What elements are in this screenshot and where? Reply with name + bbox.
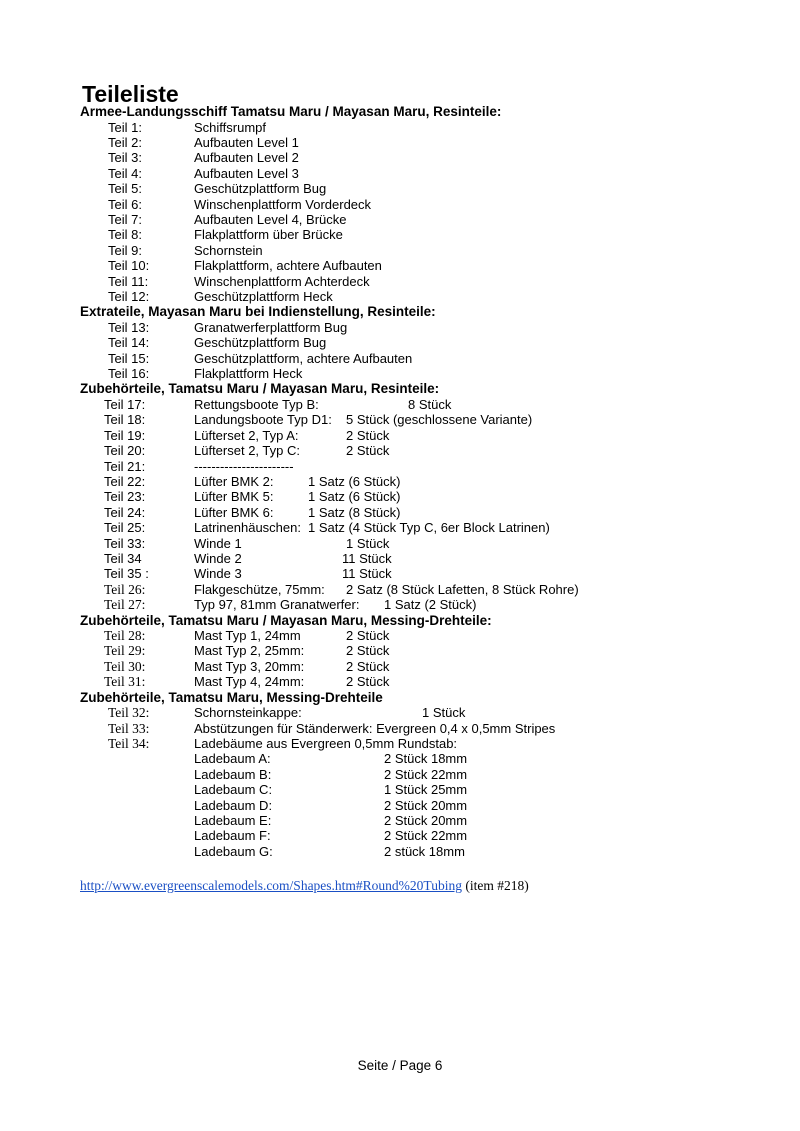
part-row — [80, 428, 780, 443]
part-name: Schornstein — [194, 242, 263, 258]
part-quantity: 2 Stück 22mm — [384, 766, 468, 782]
part-number: Teil 5: — [108, 181, 142, 197]
part-row — [80, 335, 780, 350]
part-name: Mast Typ 1, 24mm — [194, 628, 301, 644]
part-row — [80, 813, 780, 828]
part-row — [80, 351, 780, 366]
part-name: Lüfter BMK 2: — [194, 473, 274, 489]
part-number: Teil 6: — [108, 196, 142, 212]
part-number: Teil 23: — [104, 489, 146, 505]
part-name: Winde 3 — [194, 566, 242, 582]
part-name: Winde 1 — [194, 535, 242, 551]
part-row — [80, 597, 780, 612]
part-row — [80, 767, 780, 782]
page-title: Teileliste — [82, 81, 179, 107]
item-reference: (item #218) — [461, 878, 529, 893]
part-name: Ladebaum A: — [194, 751, 271, 767]
part-row — [80, 582, 780, 597]
part-name: Aufbauten Level 4, Brücke — [194, 211, 347, 227]
part-name: Abstützungen für Ständerwerk: Evergreen 0,4 x 0,5mm Stripes — [194, 720, 556, 736]
part-number: Teil 11: — [108, 273, 149, 289]
part-number: Teil 33: — [104, 535, 146, 551]
part-name: Geschützplattform Heck — [194, 288, 333, 304]
part-quantity: 1 Stück — [422, 705, 466, 721]
part-name: Ladebaum F: — [194, 828, 271, 844]
part-name: Granatwerferplattform Bug — [194, 319, 348, 335]
part-quantity: 2 Stück — [346, 427, 390, 443]
part-number: Teil 19: — [104, 427, 146, 443]
section-heading: Zubehörteile, Tamatsu Maru / Mayasan Maru, Resinteile: — [80, 381, 440, 397]
part-row — [80, 181, 780, 196]
part-number: Teil 27: — [104, 597, 146, 613]
part-name: Winde 2 — [194, 550, 242, 566]
part-name: Flakgeschütze, 75mm: — [194, 581, 325, 597]
part-number: Teil 1: — [108, 119, 142, 135]
part-row — [80, 551, 780, 566]
part-row — [80, 536, 780, 551]
part-name: Schiffsrumpf — [194, 119, 267, 135]
part-number: Teil 30: — [104, 658, 146, 674]
part-row — [80, 659, 780, 674]
part-name: Flakplattform Heck — [194, 366, 303, 382]
part-quantity: 11 Stück — [342, 566, 392, 582]
section-heading: Zubehörteile, Tamatsu Maru / Mayasan Maru, Messing-Drehteile: — [80, 612, 492, 628]
part-quantity: 1 Satz (6 Stück) — [308, 489, 401, 505]
part-number: Teil 28: — [104, 628, 146, 644]
part-quantity: 11 Stück — [342, 550, 392, 566]
part-name: Geschützplattform Bug — [194, 335, 327, 351]
part-row — [80, 258, 780, 273]
evergreen-link[interactable]: http://www.evergreenscalemodels.com/Shapes.htm#Round%20Tubing — [80, 878, 462, 893]
part-name: Aufbauten Level 2 — [194, 150, 299, 166]
part-row — [80, 798, 780, 813]
part-row — [80, 150, 780, 165]
part-row — [80, 736, 780, 751]
part-quantity: 5 Stück (geschlossene Variante) — [346, 412, 533, 428]
part-quantity: 1 Satz (2 Stück) — [384, 597, 477, 613]
part-row — [80, 520, 780, 535]
part-name: Aufbauten Level 3 — [194, 165, 299, 181]
part-number: Teil 26: — [104, 581, 146, 597]
part-row — [80, 166, 780, 181]
section-heading: Extrateile, Mayasan Maru bei Indienstellung, Resinteile: — [80, 304, 436, 320]
parts-section — [80, 104, 780, 304]
part-row — [80, 197, 780, 212]
part-number: Teil 33: — [108, 720, 150, 736]
part-number: Teil 3: — [108, 150, 142, 166]
section-heading: Zubehörteile, Tamatsu Maru, Messing-Drehteile — [80, 689, 383, 705]
part-row — [80, 489, 780, 504]
part-name: Schornsteinkappe: — [194, 705, 302, 721]
part-quantity: 2 Stück 22mm — [384, 828, 468, 844]
part-quantity: 2 Stück 20mm — [384, 812, 468, 828]
part-row — [80, 674, 780, 689]
part-row — [80, 366, 780, 381]
part-name: Aufbauten Level 1 — [194, 134, 299, 150]
part-name: Ladebaum C: — [194, 782, 273, 798]
part-number: Teil 2: — [108, 134, 142, 150]
part-number: Teil 31: — [104, 674, 146, 690]
part-row — [80, 566, 780, 581]
part-quantity: 1 Stück — [346, 535, 390, 551]
parts-section — [80, 304, 780, 381]
part-number: Teil 34 — [104, 550, 142, 566]
part-row — [80, 705, 780, 720]
part-quantity: 2 Satz (8 Stück Lafetten, 8 Stück Rohre) — [346, 581, 579, 597]
part-row — [80, 320, 780, 335]
part-name: Flakplattform, achtere Aufbauten — [194, 258, 382, 274]
part-row — [80, 459, 780, 474]
part-number: Teil 9: — [108, 242, 142, 258]
part-number: Teil 20: — [104, 443, 146, 459]
part-quantity: 1 Stück 25mm — [384, 782, 468, 798]
part-number: Teil 24: — [104, 504, 146, 520]
part-quantity: 2 Stück 20mm — [384, 797, 468, 813]
part-row — [80, 782, 780, 797]
part-number: Teil 7: — [108, 211, 142, 227]
reference-line — [80, 878, 529, 894]
page-number: Seite / Page 6 — [357, 1058, 443, 1073]
part-quantity: 1 Satz (6 Stück) — [308, 473, 401, 489]
part-quantity: 2 Stück — [346, 628, 390, 644]
part-row — [80, 751, 780, 766]
part-quantity: 2 Stück — [346, 674, 390, 690]
part-row — [80, 135, 780, 150]
part-number: Teil 12: — [108, 288, 150, 304]
part-row — [80, 120, 780, 135]
part-quantity: 2 stück 18mm — [384, 843, 465, 859]
part-name: Geschützplattform, achtere Aufbauten — [194, 350, 413, 366]
part-name: Rettungsboote Typ B: — [194, 397, 319, 413]
part-name: Landungsboote Typ D1: — [194, 412, 332, 428]
part-quantity: 1 Satz (4 Stück Typ C, 6er Block Latrinen) — [308, 520, 550, 536]
part-name: Ladebaum D: — [194, 797, 273, 813]
part-name: Ladebaum G: — [194, 843, 273, 859]
part-quantity: 2 Stück — [346, 443, 390, 459]
part-quantity: 2 Stück — [346, 658, 390, 674]
part-name: Mast Typ 3, 20mm: — [194, 658, 305, 674]
part-name: Lüfter BMK 6: — [194, 504, 274, 520]
part-quantity: 8 Stück — [408, 397, 452, 413]
part-name: Lüfterset 2, Typ A: — [194, 427, 299, 443]
part-number: Teil 35 : — [104, 566, 149, 582]
part-name: Winschenplattform Vorderdeck — [194, 196, 372, 212]
part-number: Teil 32: — [108, 705, 150, 721]
part-name: Lüfter BMK 5: — [194, 489, 274, 505]
part-name: Winschenplattform Achterdeck — [194, 273, 370, 289]
part-name: Mast Typ 2, 25mm: — [194, 643, 305, 659]
part-number: Teil 13: — [108, 319, 150, 335]
part-number: Teil 4: — [108, 165, 142, 181]
part-number: Teil 25: — [104, 520, 146, 536]
part-name: Lüfterset 2, Typ C: — [194, 443, 300, 459]
part-number: Teil 15: — [108, 350, 150, 366]
part-row — [80, 212, 780, 227]
part-number: Teil 34: — [108, 736, 150, 752]
parts-section — [80, 613, 780, 690]
part-row — [80, 721, 780, 736]
part-name: Mast Typ 4, 24mm: — [194, 674, 305, 690]
part-row — [80, 397, 780, 412]
part-name: Ladebaum B: — [194, 766, 272, 782]
part-row — [80, 412, 780, 427]
part-number: Teil 22: — [104, 473, 146, 489]
part-number: Teil 18: — [104, 412, 146, 428]
part-name: Flakplattform über Brücke — [194, 227, 343, 243]
part-row — [80, 505, 780, 520]
part-number: Teil 14: — [108, 335, 150, 351]
part-number: Teil 17: — [104, 397, 146, 413]
part-number: Teil 29: — [104, 643, 146, 659]
part-number: Teil 16: — [108, 366, 150, 382]
part-row — [80, 828, 780, 843]
part-row — [80, 474, 780, 489]
part-name: Latrinenhäuschen: — [194, 520, 301, 536]
part-number: Teil 10: — [108, 258, 150, 274]
part-row — [80, 274, 780, 289]
part-row — [80, 289, 780, 304]
part-name: Ladebäume aus Evergreen 0,5mm Rundstab: — [194, 736, 458, 752]
section-heading: Armee-Landungsschiff Tamatsu Maru / Mayasan Maru, Resinteile: — [80, 104, 502, 119]
part-row — [80, 227, 780, 242]
part-number: Teil 21: — [104, 458, 146, 474]
part-name: ----------------------- — [194, 458, 294, 474]
part-name: Geschützplattform Bug — [194, 181, 327, 197]
part-row — [80, 844, 780, 859]
part-row — [80, 243, 780, 258]
parts-section — [80, 381, 780, 612]
part-quantity: 1 Satz (8 Stück) — [308, 504, 401, 520]
parts-section — [80, 690, 780, 860]
part-quantity: 2 Stück — [346, 643, 390, 659]
part-row — [80, 443, 780, 458]
part-row — [80, 643, 780, 658]
part-name: Typ 97, 81mm Granatwerfer: — [194, 597, 360, 613]
parts-list — [80, 104, 780, 859]
part-row — [80, 628, 780, 643]
part-name: Ladebaum E: — [194, 812, 272, 828]
part-number: Teil 8: — [108, 227, 142, 243]
part-quantity: 2 Stück 18mm — [384, 751, 468, 767]
